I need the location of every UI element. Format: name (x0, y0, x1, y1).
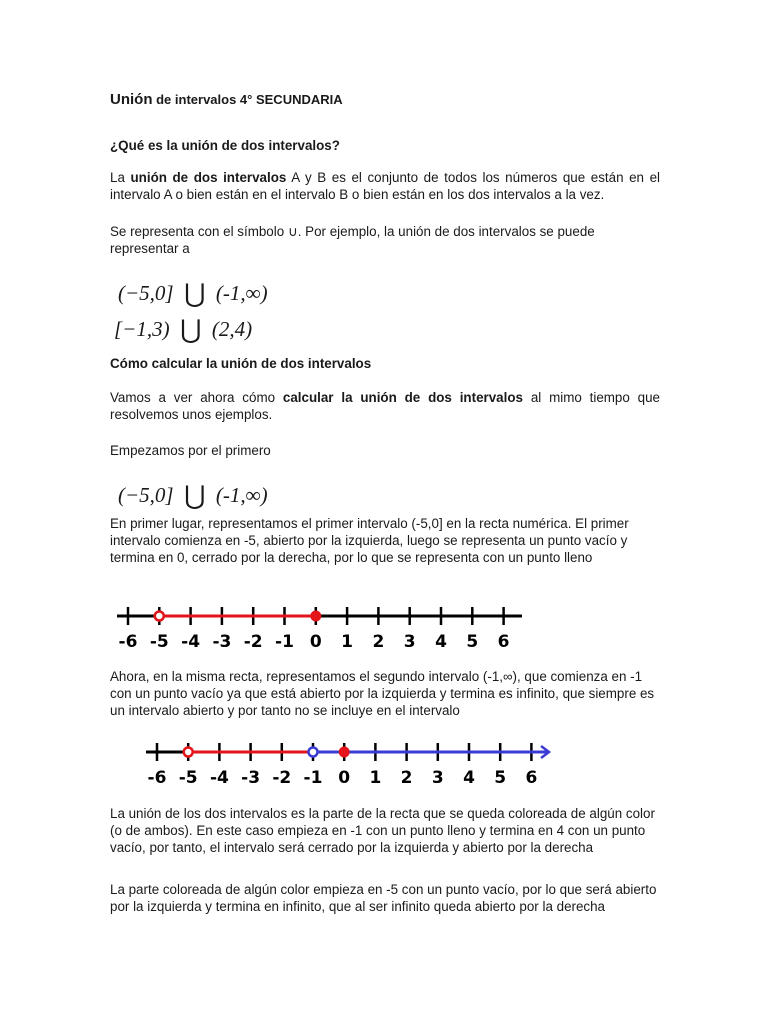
paragraph-symbol: Se representa con el símbolo ∪. Por ejemplo, la unión de dos intervalos se puede representar a (110, 224, 595, 256)
math-example-2 (114, 313, 252, 343)
paragraph-definition (110, 169, 660, 203)
p3-post: al mimo tiempo que resolvemos unos ejemplos. (110, 390, 660, 422)
p1-pre: La (110, 170, 131, 185)
tick-label: -6 (118, 632, 138, 652)
tick-label: -3 (241, 768, 261, 788)
interval-segments (188, 746, 549, 758)
tick-label: 5 (494, 768, 507, 788)
ex2-right: (2,4) (211, 317, 253, 341)
paragraph-union-result: La parte coloreada de algún color empieza en -5 con un punto vacío, por lo que será abierto por la izquierda y termina en infinito, que al ser infinito queda abierto por la derecha (110, 882, 657, 914)
tick-label: 2 (372, 632, 385, 652)
document-title (110, 91, 660, 108)
tick-label: 1 (341, 632, 354, 652)
p1-post: A y B es el conjunto de todos los números que están en el intervalo A o bien están en el intervalo B o bien están en los dos intervalos a la vez. (110, 170, 661, 202)
tick-label: -5 (149, 632, 169, 652)
tick-label: -6 (147, 768, 167, 788)
tick-label: -2 (272, 768, 292, 788)
tick-label: -2 (243, 632, 263, 652)
ex3-left: (−5,0] (118, 483, 174, 507)
tick-label: -1 (303, 768, 323, 788)
open-endpoint (184, 748, 193, 757)
tick-label: 0 (309, 632, 322, 652)
tick-labels (119, 632, 510, 652)
closed-endpoint (339, 747, 349, 757)
tick-label: 4 (435, 632, 447, 652)
tick-label: -5 (178, 768, 198, 788)
tick-label: -4 (181, 632, 201, 652)
tick-label: 3 (431, 768, 444, 788)
section-heading-question: ¿Qué es la unión de dos intervalos? (110, 138, 340, 153)
tick-label: 3 (403, 632, 416, 652)
union-symbol: ⋃ (184, 481, 206, 510)
tick-label: 6 (497, 632, 510, 652)
math-example-1 (118, 277, 268, 307)
tick-labels (148, 768, 538, 788)
paragraph-start: Empezamos por el primero (110, 443, 271, 458)
union-symbol: ⋃ (184, 279, 206, 308)
open-endpoint (309, 748, 318, 757)
tick-label: -3 (212, 632, 232, 652)
tick-label: 1 (369, 768, 382, 788)
ex3-right: (-1,∞) (215, 483, 268, 507)
paragraph-union-explanation: La unión de los dos intervalos es la parte de la recta que se queda coloreada de algún color (o de ambos). En este caso empieza en -1 con un punto lleno y termina en 4 con un punto vacío, por tanto, el intervalo será cerrado por la izquierda y abierto por la derecha (110, 806, 655, 855)
open-endpoint (155, 612, 164, 621)
paragraph-second-interval: Ahora, en la misma recta, representamos el segundo intervalo (-1,∞), que comienza en -1 con un punto vacío ya que está abierto por la izquierda y termina es infinito, que siempre es un intervalo abierto y por tanto no se incluye en el intervalo (110, 669, 655, 718)
paragraph-intro (110, 389, 660, 423)
tick-label: -4 (209, 768, 229, 788)
tick-label: 2 (400, 768, 413, 788)
tick-label: 5 (466, 632, 479, 652)
tick-label: 0 (338, 768, 351, 788)
closed-endpoint (311, 611, 321, 621)
union-symbol: ⋃ (180, 315, 202, 344)
tick-label: 4 (463, 768, 475, 788)
tick-label: -1 (275, 632, 294, 652)
tick-label: 6 (525, 768, 538, 788)
ex1-left: (−5,0] (118, 281, 174, 305)
ex2-left: [−1,3) (114, 317, 170, 341)
p3-bold: calcular la unión de dos intervalos (282, 390, 523, 405)
section-heading-how: Cómo calcular la unión de dos intervalos (110, 356, 372, 371)
number-line-2 (0, 734, 768, 790)
p3-pre: Vamos a ver ahora cómo (110, 390, 283, 405)
title-rest: de intervalos 4° SECUNDARIA (152, 92, 343, 107)
title-main: Unión (110, 91, 153, 108)
math-example-3 (118, 479, 268, 509)
ex1-right: (-1,∞) (215, 281, 268, 305)
p1-bold: unión de dos intervalos (130, 170, 287, 185)
paragraph-first-interval: En primer lugar, representamos el primer intervalo (-5,0] en la recta numérica. El primer intervalo comienza en -5, abierto por la izquierda, luego se representa un punto vacío y termina en 0, cerrado por la derecha, por lo que se representa con un punto lleno (110, 516, 629, 565)
number-line-1 (0, 598, 768, 654)
